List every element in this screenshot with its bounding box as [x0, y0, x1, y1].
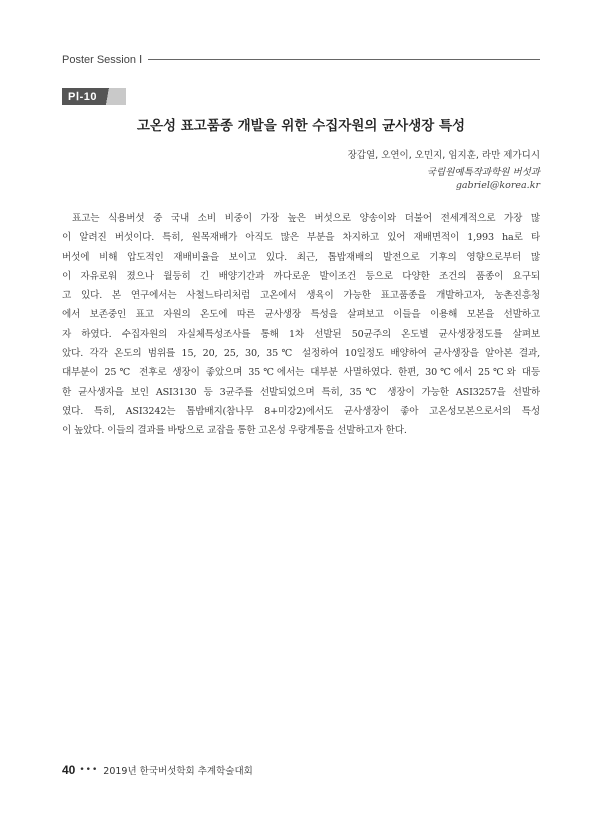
abstract-line: 한 균사생자을 보인 ASI3130 등 3균주를 선발되었으며 특히, 35℃ 생장이 가능한 ASI3257을 선발하 [62, 386, 540, 398]
affiliation: 국립원예특작과학원 버섯과 [426, 167, 540, 178]
running-header [62, 50, 540, 68]
footer-dots: ••• [79, 765, 99, 775]
abstract-line: 고 있다. 본 연구에서는 사철느타리처럼 고온에서 생육이 가능한 표고품종을 개발하고자, 농촌진흥청 [62, 290, 540, 302]
conference-name: 2019년 한국버섯학회 추계학술대회 [103, 766, 253, 777]
abstract-line: 이 높았다. 이들의 결과를 바탕으로 교잡을 통한 고온성 우량계통을 선발하고자 한다. [62, 425, 407, 437]
abstract-line: 았다. 각각 온도의 범위를 15, 20, 25, 30, 35℃ 설정하여 10일정도 배양하여 균사생장을 알아본 결과, [62, 348, 540, 360]
contact-email: gabriel@korea.kr [455, 180, 540, 191]
abstract-line: 이 자유로워 졌으나 월등히 긴 배양기간과 까다로운 발이조건 등으로 다양한 조건의 품종이 요구되 [62, 270, 540, 282]
abstract-line: 표고는 식용버섯 중 국내 소비 비중이 가장 높은 버섯으로 양송이와 더불어 전세계적으로 가장 많 [72, 213, 540, 224]
paper-title: 고온성 표고품종 개발을 위한 수집자원의 균사생장 특성 [136, 118, 466, 134]
abstract-line: 이 알려진 버섯이다. 특히, 원목재배가 아직도 많은 부분을 차지하고 있어 재배면적이 1,993 ha로 타 [62, 232, 540, 244]
poster-code: PⅠ-10 [68, 91, 97, 103]
abstract-line: 버섯에 비해 압도적인 재배비율을 보이고 있다. 최근, 톱밥재배의 발전으로 기후의 영향으로부터 많 [62, 251, 540, 263]
section-label: Poster Session Ⅰ [62, 53, 143, 66]
abstract-line: 자 하였다. 수집자원의 자실체특성조사를 통해 1차 선발된 50균주의 온도별 균사생장정도를 살펴보 [62, 328, 540, 340]
poster-code-badge [62, 88, 126, 105]
abstract-line: 였다. 특히, ASI3242는 톱밥배지(참나무 8+미강2)에서도 균사생장이 좋아 고온성모본으로서의 특성 [62, 405, 540, 417]
abstract [62, 209, 540, 441]
abstract-line: 에서 보존중인 표고 자원의 온도에 따른 균사생장 특성을 살펴보고 이들을 이용해 모본을 선발하고 [62, 309, 540, 321]
page-number: 40 [62, 763, 76, 777]
abstract-line: 대부분이 25℃ 전후로 생장이 좋았으며 35℃에서는 대부분 사멸하였다. 한편, 30℃에서 25℃와 대등 [62, 367, 540, 379]
header-rule [148, 59, 540, 60]
page-footer [62, 762, 253, 778]
authors: 장갑열, 오연이, 오민지, 임지훈, 라만 제가디시 [347, 150, 540, 161]
